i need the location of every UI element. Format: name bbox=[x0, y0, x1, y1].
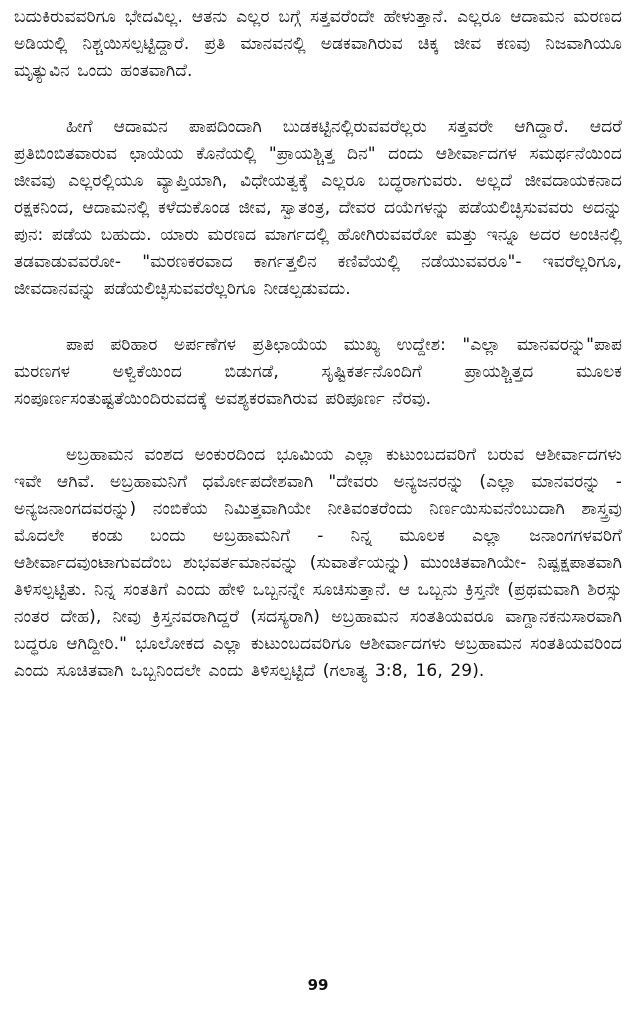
page-number: 99 bbox=[307, 976, 329, 994]
paragraph-3: ಪಾಪ ಪರಿಹಾರ ಅರ್ಪಣೆಗಳ ಪ್ರತಿಛಾಯೆಯ ಮುಖ್ಯ ಉದ್ದೇಶ: "ಎಲ್ಲಾ ಮಾನವರನ್ನು"ಪಾಪ ಮರಣಗಳ ಅಳ್ವಿಕೆಯಿಂದ ಬಿಡುಗಡೆ, ಸೃಷ್ಟಿಕರ್ತನೊಂದಿಗೆ ಪ್ರಾಯಶ್ಚಿತ್ತದ ಮೂಲಕ ಸಂಪೂರ್ಣಸಂತುಷ್ಟತೆಯಿಂದಿರುವದಕ್ಕೆ ಅವಶ್ಯಕರವಾಗಿರುವ ಪರಿಪೂರ್ಣ ನೆರವು. bbox=[14, 335, 622, 409]
paragraph-1: ಬದುಕಿರುವವರಿಗೂ ಭೇದವಿಲ್ಲ. ಆತನು ಎಲ್ಲರ ಬಗ್ಗೆ ಸತ್ತವರೆಂದೇ ಹೇಳುತ್ತಾನೆ. ಎಲ್ಲರೂ ಆದಾಮನ ಮರಣದ ಅಡಿಯಲ್ಲಿ ನಿಶ್ಚಯಿಸಲ್ಪಟ್ಟಿದ್ದಾರೆ. ಪ್ರತಿ ಮಾನವನಲ್ಲಿ ಅಡಕವಾಗಿರುವ ಚಿಕ್ಕ ಜೀವ ಕಣವು ನಿಜವಾಗಿಯೂ ಮೃತ್ಯುವಿನ ಒಂದು ಹಂತವಾಗಿದೆ. bbox=[14, 7, 622, 81]
paragraph-2: ಹೀಗೆ ಆದಾಮನ ಪಾಪದಿಂದಾಗಿ ಬುಡಕಟ್ಟಿನಲ್ಲಿರುವವರೆಲ್ಲರು ಸತ್ತವರೇ ಆಗಿದ್ದಾರೆ. ಆದರೆ ಪ್ರತಿಬಿಂಬಿತವಾರುವ ಛಾಯೆಯ ಕೊನೆಯಲ್ಲಿ "ಪ್ರಾಯಶ್ಚಿತ್ತ ದಿನ" ದಂದು ಆಶೀರ್ವಾದಗಳ ಸಮರ್ಥನೆಯಿಂದ ಜೀವವು ಎಲ್ಲರಲ್ಲಿಯೂ ವ್ಯಾಪ್ತಿಯಾಗಿ, ವಿಧೇಯತ್ವಕ್ಕೆ ಎಲ್ಲರೂ ಬದ್ಧರಾಗುವರು. ಅಲ್ಲದೆ ಜೀವದಾಯಕನಾದ ರಕ್ಷಕನಿಂದ, ಆದಾಮನಲ್ಲಿ ಕಳೆದುಕೊಂಡ ಜೀವ, ಸ್ವಾತಂತ್ರ, ದೇವರ ದಯೆಗಳನ್ನು ಪಡೆಯಲಿಚ್ಛಿಸುವವರು ಅದನ್ನು ಪುನ: ಪಡೆಯ ಬಹುದು. ಯಾರು ಮರಣದ ಮಾರ್ಗದಲ್ಲಿ ಹೋಗಿರುವವರೋ ಮತ್ತು ಇನ್ನೂ ಅದರ ಅಂಚಿನಲ್ಲಿ ತಡವಾಡುವವರೋ- "ಮರಣಕರವಾದ ಕಾರ್ಗತ್ತಲಿನ ಕಣಿವೆಯಲ್ಲಿ ನಡೆಯುವವರೂ"- ಇವರೆಲ್ಲರಿಗೂ, ಜೀವದಾನವನ್ನು ಪಡೆಯಲಿಚ್ಛಿಸುವವರೆಲ್ಲರಿಗೂ ನೀಡಲ್ಪಡುವದು. bbox=[14, 117, 622, 299]
paragraph-4: ಅಬ್ರಹಾಮನ ವಂಶದ ಅಂಕುರದಿಂದ ಭೂಮಿಯ ಎಲ್ಲಾ ಕುಟುಂಬದವರಿಗೆ ಬರುವ ಆಶೀರ್ವಾದಗಳು ಇವೇ ಆಗಿವೆ. ಅಬ್ರಹಾಮನಿಗೆ ಧರ್ಮೋಪದೇಶವಾಗಿ "ದೇವರು ಅನ್ಯಜನರನ್ನು (ಎಲ್ಲಾ ಮಾನವರನ್ನು - ಅನ್ಯಜನಾಂಗದವರನ್ನು) ನಂಬಿಕೆಯ ನಿಮಿತ್ತವಾಗಿಯೇ ನೀತಿವಂತರೆಂದು ನಿರ್ಣಯಿಸುವನೆಂಬುದಾಗಿ ಶಾಸ್ತ್ರವು ಮೊದಲೇ ಕಂಡು ಬಂದು ಅಬ್ರಹಾಮನಿಗೆ - ನಿನ್ನ ಮೂಲಕ ಎಲ್ಲಾ ಜನಾಂಗಗಳವರಿಗೆ ಆಶೀರ್ವಾದವುಂಟಾಗುವದೆಂಬ ಶುಭವರ್ತಮಾನವನ್ನು (ಸುವಾರ್ತೆಯನ್ನು) ಮುಂಚಿತವಾಗಿಯೇ- ನಿಷ್ಪಕ್ಷಪಾತವಾಗಿ ತಿಳಿಸಲ್ಪಟ್ಟಿತು. ನಿನ್ನ ಸಂತತಿಗೆ ಎಂದು ಹೇಳಿ ಒಬ್ಬನನ್ನೇ ಸೂಚಿಸುತ್ತಾನೆ. ಆ ಒಬ್ಬನು ಕ್ರಿಸ್ತನೇ (ಪ್ರಥಮವಾಗಿ ಶಿರಸ್ಸು ನಂತರ ದೇಹ), ನೀವು ಕ್ರಿಸ್ತನವರಾಗಿದ್ದರೆ (ಸದಸ್ಯರಾಗಿ) ಅಬ್ರಹಾಮನ ಸಂತತಿಯವರೂ ವಾಗ್ದಾನಕನುಸಾರವಾಗಿ ಬದ್ಧರೂ ಆಗಿದ್ದೀರಿ." ಭೂಲೋಕದ ಎಲ್ಲಾ ಕುಟುಂಬದವರಿಗೂ ಆಶೀರ್ವಾದಗಳು ಅಬ್ರಹಾಮನ ಸಂತತಿಯವರಿಂದ ಎಂದು ಸೂಚಿತವಾಗಿ ಒಬ್ಬನಿಂದಲೇ ಎಂದು ತಿಳಿಸಲ್ಪಟ್ಟಿದೆ (ಗಲಾತ್ಯ 3:8, 16, 29). bbox=[14, 445, 622, 681]
